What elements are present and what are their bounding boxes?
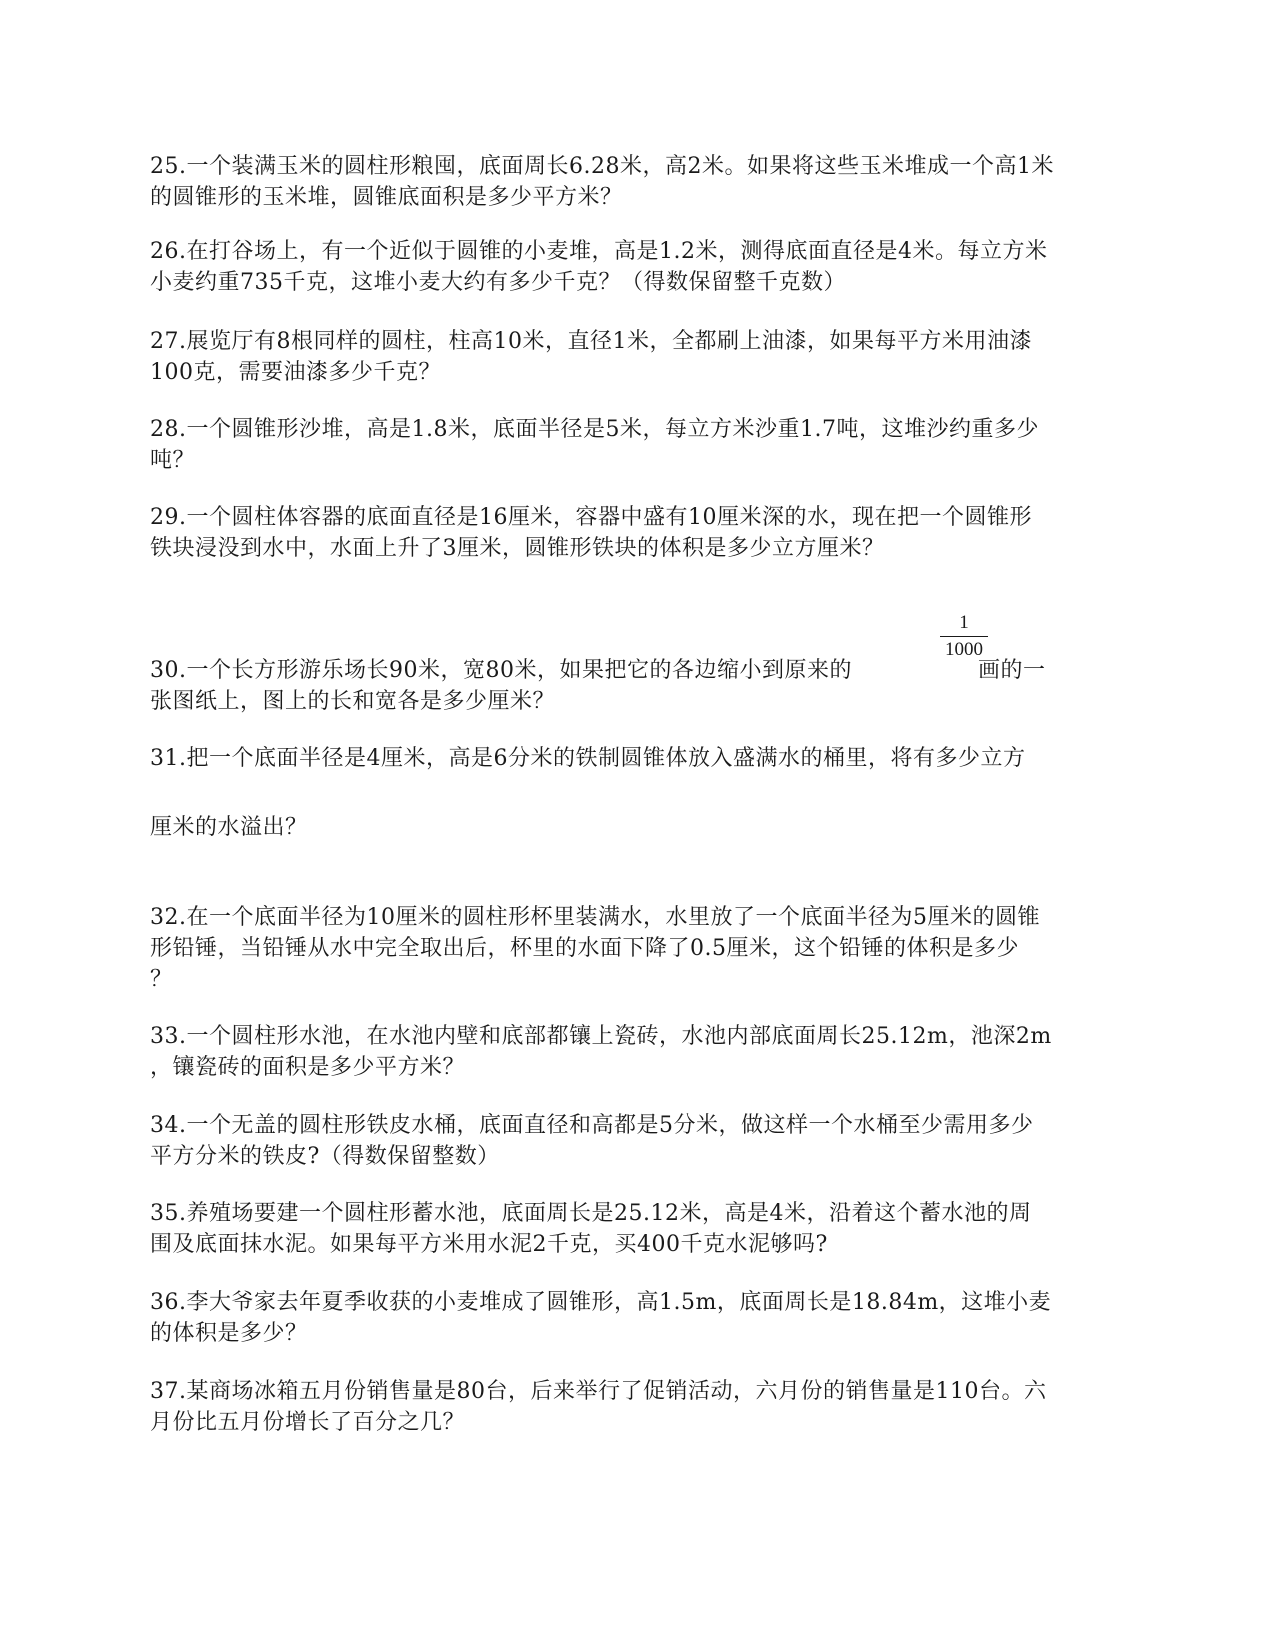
question-30-text-after-fraction: 画的一 — [977, 658, 1046, 683]
question-line: 厘米的水溢出？ — [150, 815, 308, 840]
question-35 — [150, 1198, 1115, 1260]
question-34 — [150, 1110, 1115, 1172]
question-line: 31.把一个底面半径是4厘米，高是6分米的铁制圆锥体放入盛满水的桶里，将有多少立方 — [150, 746, 1026, 771]
question-line: 小麦约重735千克，这堆小麦大约有多少千克？（得数保留整千克数） — [150, 270, 846, 295]
fraction-one-thousandth — [934, 612, 994, 661]
question-line: 35.养殖场要建一个圆柱形蓄水池，底面周长是25.12米，高是4米，沿着这个蓄水池的周 — [150, 1201, 1032, 1226]
question-26 — [150, 236, 1115, 298]
question-line: 吨？ — [150, 448, 196, 473]
question-line: 28.一个圆锥形沙堆，高是1.8米，底面半径是5米，每立方米沙重1.7吨，这堆沙约重多少 — [150, 417, 1039, 442]
question-line: 平方分米的铁皮?（得数保留整数） — [150, 1144, 500, 1169]
question-line: 100克，需要油漆多少千克？ — [150, 360, 441, 385]
question-line: ，镶瓷砖的面积是多少平方米？ — [150, 1055, 466, 1080]
question-line: 26.在打谷场上，有一个近似于圆锥的小麦堆，高是1.2米，测得底面直径是4米。每立方米 — [150, 239, 1048, 264]
question-line: 铁块浸没到水中，水面上升了3厘米，圆锥形铁块的体积是多少立方厘米？ — [150, 536, 885, 561]
question-30-text-before-fraction: 30.一个长方形游乐场长90米，宽80米，如果把它的各边缩小到原来的 — [150, 658, 852, 683]
question-line: 37.某商场冰箱五月份销售量是80台，后来举行了促销活动，六月份的销售量是110台。六 — [150, 1379, 1047, 1404]
fraction-denominator: 1000 — [945, 639, 983, 660]
question-line: 围及底面抹水泥。如果每平方米用水泥2千克，买400千克水泥够吗? — [150, 1232, 828, 1257]
question-line: ？ — [150, 967, 173, 992]
question-30 — [150, 655, 1115, 717]
question-line: 34.一个无盖的圆柱形铁皮水桶，底面直径和高都是5分米，做这样一个水桶至少需用多少 — [150, 1113, 1034, 1138]
question-line: 33.一个圆柱形水池，在水池内壁和底部都镶上瓷砖，水池内部底面周长25.12m，池深2m — [150, 1024, 1052, 1049]
question-36 — [150, 1287, 1115, 1349]
question-32 — [150, 902, 1115, 995]
question-line: 29.一个圆柱体容器的底面直径是16厘米，容器中盛有10厘米深的水，现在把一个圆锥形 — [150, 505, 1032, 530]
fraction-bar — [940, 636, 988, 637]
question-line: 张图纸上，图上的长和宽各是多少厘米？ — [150, 689, 556, 714]
question-31 — [150, 743, 1115, 843]
question-line: 25.一个装满玉米的圆柱形粮囤，底面周长6.28米，高2米。如果将这些玉米堆成一个高1米 — [150, 154, 1054, 179]
question-37 — [150, 1376, 1115, 1438]
question-line: 36.李大爷家去年夏季收获的小麦堆成了圆锥形，高1.5m，底面周长是18.84m，这堆小麦 — [150, 1290, 1052, 1315]
question-line: 27.展览厅有8根同样的圆柱，柱高10米，直径1米，全都刷上油漆，如果每平方米用油漆 — [150, 329, 1032, 354]
question-33 — [150, 1021, 1115, 1083]
question-25 — [150, 151, 1115, 213]
question-line: 32.在一个底面半径为10厘米的圆柱形杯里装满水，水里放了一个底面半径为5厘米的圆锥 — [150, 905, 1040, 930]
question-29 — [150, 502, 1115, 564]
question-line: 的体积是多少？ — [150, 1321, 308, 1346]
question-line: 的圆锥形的玉米堆，圆锥底面积是多少平方米？ — [150, 185, 623, 210]
question-28 — [150, 414, 1115, 476]
question-line: 月份比五月份增长了百分之几？ — [150, 1410, 466, 1435]
question-line: 形铅锤，当铅锤从水中完全取出后，杯里的水面下降了0.5厘米，这个铅锤的体积是多少 — [150, 936, 1019, 961]
question-27 — [150, 326, 1115, 388]
fraction-numerator: 1 — [959, 612, 969, 633]
